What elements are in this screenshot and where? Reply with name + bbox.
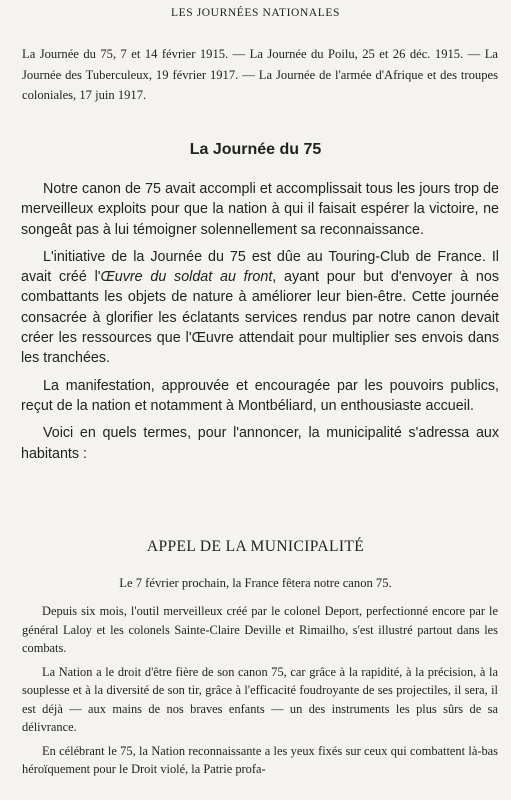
appeal-subtitle: Le 7 février prochain, la France fêtera notre canon 75.: [119, 576, 392, 590]
appeal-paragraph-2: La Nation a le droit d'être fière de son canon 75, car grâce à la rapidité, à la précision, à la souplesse et à la diversité de son tir, grâce à l'efficacité foudroyante de ses projectiles, il sera, il est déjà — aux mains de nos braves enfants — un des instruments les plus sûrs de sa délivrance.: [22, 664, 498, 734]
paragraph-4: Voici en quels termes, pour l'annoncer, la municipalité s'adressa aux habitants :: [21, 425, 499, 462]
body-text: [21, 179, 499, 471]
appeal-title: APPEL DE LA MUNICIPALITÉ: [146, 538, 365, 555]
paragraph-3: La manifestation, approuvée et encouragée par les pouvoirs publics, reçut de la nation et notamment à Montbéliard, un enthousiaste accueil.: [21, 377, 499, 414]
section-title: La Journée du 75: [189, 141, 322, 158]
intro-dates: La Journée du 75, 7 et 14 février 1915. — La Journée du Poilu, 25 et 26 déc. 1915. — La Journée des Tuberculeux, 19 février 1917. — La Journée de l'armée d'Afrique et des troupes coloniales, 17 juin 1917.: [22, 47, 498, 102]
appeal-text: [22, 602, 498, 784]
appeal-paragraph-3: En célébrant le 75, la Nation reconnaissante a les yeux fixés sur ceux qui combattent là-bas héroïquement pour le Droit violé, la Patrie profa-: [22, 743, 498, 776]
appeal-paragraph-1: Depuis six mois, l'outil merveilleux créé par le colonel Deport, perfectionné encore par le général Laloy et les colonels Sainte-Claire Deville et Rimailho, s'est illustré partout dans les combats.: [22, 604, 498, 655]
paragraph-1: Notre canon de 75 avait accompli et accomplissait tous les jours trop de merveilleux exploits pour que la nation à qui il faisait espérer la victoire, ne songeât pas à lui témoigner solennellement sa reconnaissance.: [21, 181, 499, 238]
paragraph-2-end: , ayant pour but d'envoyer à nos combattants les objets de nature à améliorer leur bien-être. Cette journée consacrée à glorifier les éclatants services rendus par notre canon devait créer les ressources que l'Œuvre attendait pour multiplier ses envois dans les tranchées.: [21, 269, 499, 367]
paragraph-2-start: L'initiative de la Journée du 75 est dûe au Touring-Club de France. Il avait créé l': [21, 248, 499, 286]
paragraph-2-italic: Œuvre du soldat au front: [100, 269, 273, 286]
paragraph-2: [21, 247, 499, 369]
running-head: LES JOURNÉES NATIONALES: [170, 7, 341, 19]
